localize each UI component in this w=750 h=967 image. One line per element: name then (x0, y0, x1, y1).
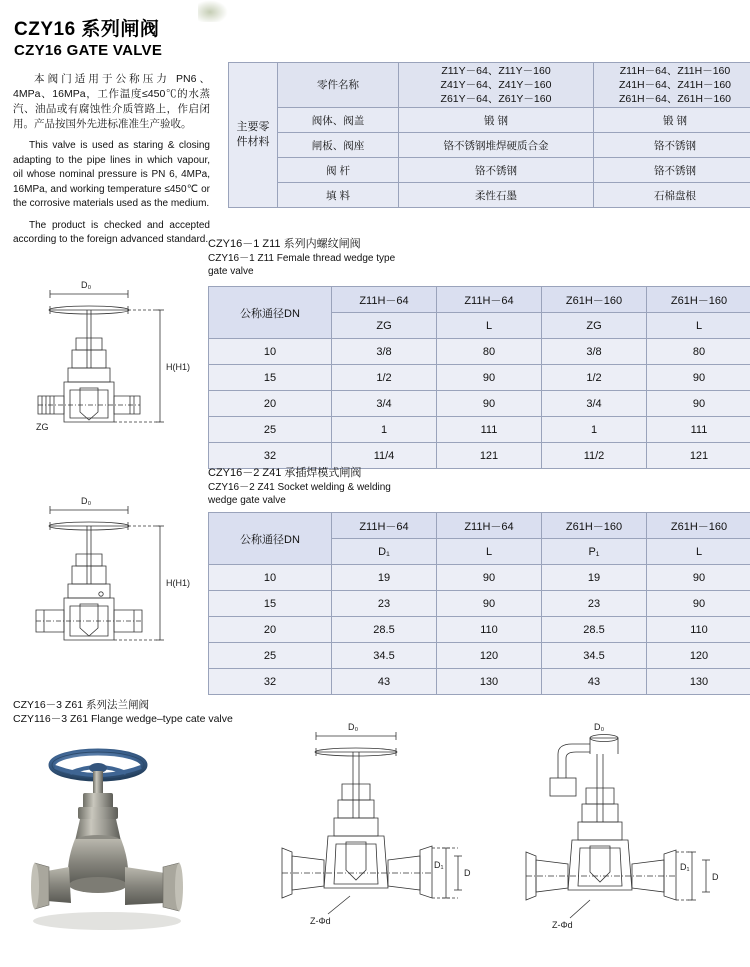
dim-label-bolt: Z-Φd (310, 916, 331, 926)
table-row (229, 133, 750, 158)
model-header: Z61H－160 (542, 513, 647, 539)
group1-line3: Z61Y－64、Z61Y－160 (440, 93, 552, 105)
materials-row-label-text: 主要零件材料 (236, 121, 270, 148)
dim-label-height: H(H1) (166, 578, 190, 588)
material-value-group1: 铬不锈钢堆焊硬质合金 (399, 133, 594, 158)
material-part-name: 阀体、阀盖 (278, 108, 399, 133)
cell-value: 80 (437, 339, 542, 365)
section1-caption-en-1: CZY16－1 Z11 Female thread wedge type (208, 252, 396, 264)
table-row (229, 183, 750, 208)
dim-label-d0: D₀ (81, 496, 92, 506)
cell-value: 110 (647, 617, 750, 643)
valve-drawing-svg-4 (498, 718, 738, 958)
sub-header: P₁ (542, 539, 647, 565)
cell-value: 130 (437, 669, 542, 695)
cell-value: 121 (437, 443, 542, 469)
section1-caption-cn: CZY16－1 Z11 系列内螺纹闸阀 (208, 238, 361, 250)
cell-dn: 32 (209, 669, 332, 695)
sub-header: L (647, 313, 750, 339)
cell-value: 11/2 (542, 443, 647, 469)
intro-paragraph-en-2: The product is checked and accepted according to the foreign advanced standard. (13, 219, 210, 245)
cell-value: 28.5 (332, 617, 437, 643)
drawing-socket-weld-valve (8, 488, 198, 693)
material-part-name: 闸板、阀座 (278, 133, 399, 158)
dim-label-d0: D₀ (348, 722, 359, 732)
cell-value: 34.5 (332, 643, 437, 669)
cell-value: 19 (332, 565, 437, 591)
sub-header: ZG (542, 313, 647, 339)
sub-header: L (437, 539, 542, 565)
sub-header: L (647, 539, 750, 565)
cell-dn: 15 (209, 591, 332, 617)
cell-value: 111 (647, 417, 750, 443)
cell-value: 3/4 (542, 391, 647, 417)
valve-drawing-svg-1 (8, 272, 198, 472)
cell-value: 28.5 (542, 617, 647, 643)
table-row (209, 365, 750, 391)
cell-dn: 20 (209, 617, 332, 643)
cell-dn: 20 (209, 391, 332, 417)
page-title-en: CZY16 GATE VALVE (14, 42, 163, 59)
materials-row-label (229, 63, 278, 208)
dim-label-bolt: Z-Φd (552, 920, 573, 930)
cell-value: 23 (332, 591, 437, 617)
valve-photo-svg (25, 735, 210, 945)
cell-value: 90 (647, 365, 750, 391)
dn-header: 公称通径DN (209, 513, 332, 565)
cell-value: 110 (437, 617, 542, 643)
material-value-group1: 锻 钢 (399, 108, 594, 133)
materials-col-group1 (399, 63, 594, 108)
section1-caption-en-2: gate valve (208, 266, 254, 277)
cell-value: 1 (332, 417, 437, 443)
materials-col-group2 (594, 63, 750, 108)
cell-value: 1/2 (542, 365, 647, 391)
section2-caption (208, 467, 391, 508)
drawing-flange-valve-side (498, 718, 738, 963)
cell-value: 1/2 (332, 365, 437, 391)
valve-drawing-svg-3 (268, 718, 478, 958)
cell-value: 121 (647, 443, 750, 469)
group1-line2: Z41Y－64、Z41Y－160 (440, 79, 552, 91)
valve-drawing-svg-2 (8, 488, 198, 688)
cell-dn: 25 (209, 643, 332, 669)
group1-line1: Z11Y－64、Z11Y－160 (441, 65, 551, 77)
cell-dn: 10 (209, 565, 332, 591)
table-row (209, 417, 750, 443)
model-header: Z61H－160 (647, 287, 750, 313)
cell-value: 43 (542, 669, 647, 695)
cell-value: 130 (647, 669, 750, 695)
table-row-header (209, 287, 750, 313)
group2-line3: Z61H－64、Z61H－160 (618, 93, 732, 105)
table-row (229, 108, 750, 133)
dim-label-zg: ZG (36, 422, 49, 432)
page-title-cn: CZY16 系列闸阀 (14, 19, 160, 40)
group2-line2: Z41H－64、Z41H－160 (618, 79, 732, 91)
cell-value: 90 (437, 391, 542, 417)
page-smudge (198, 0, 228, 22)
group2-line1: Z11H－64、Z11H－160 (619, 65, 731, 77)
material-value-group2: 铬不锈钢 (594, 158, 750, 183)
cell-value: 80 (647, 339, 750, 365)
table-row (209, 565, 750, 591)
section2-caption-en-1: CZY16－2 Z41 Socket welding & welding (208, 481, 391, 493)
cell-dn: 15 (209, 365, 332, 391)
cell-value: 90 (647, 565, 750, 591)
section3-caption (13, 698, 233, 726)
intro-text-block (13, 72, 210, 255)
dim-label-d1: D₁ (680, 862, 690, 872)
cell-value: 90 (437, 591, 542, 617)
model-header: Z11H－64 (437, 513, 542, 539)
dim-label-d: D (464, 868, 471, 878)
valve-photo (25, 735, 210, 950)
sub-header: D₁ (332, 539, 437, 565)
cell-value: 90 (437, 365, 542, 391)
cell-value: 90 (437, 565, 542, 591)
material-value-group1: 铬不锈钢 (399, 158, 594, 183)
dn-header: 公称通径DN (209, 287, 332, 339)
table-row (209, 669, 750, 695)
table-row (209, 591, 750, 617)
material-value-group2: 石棉盘根 (594, 183, 750, 208)
cell-value: 11/4 (332, 443, 437, 469)
table-row (209, 643, 750, 669)
section2-table (208, 512, 750, 695)
section2-caption-cn: CZY16－2 Z41 承插焊模式闸阀 (208, 467, 362, 479)
dim-label-d1: D₁ (434, 860, 444, 870)
section1-caption (208, 238, 395, 279)
dim-label-height: H(H1) (166, 362, 190, 372)
cell-value: 23 (542, 591, 647, 617)
intro-paragraph-en-1: This valve is used as staring & closing adapting to the pipe lines in which vapour, oil whose nominal pressure is PN 6, 4MPa, 16MPa, and working temperature ≤450℃ or the corrosive materials used as the medium. (13, 140, 210, 209)
model-header: Z61H－160 (542, 287, 647, 313)
cell-value: 43 (332, 669, 437, 695)
materials-col-part: 零件名称 (278, 63, 399, 108)
cell-dn: 25 (209, 417, 332, 443)
table-row (209, 443, 750, 469)
drawing-flange-valve-front (268, 718, 478, 963)
model-header: Z11H－64 (332, 513, 437, 539)
cell-value: 120 (437, 643, 542, 669)
dim-label-d0: D₀ (81, 280, 92, 290)
table-row (209, 339, 750, 365)
cell-value: 3/8 (542, 339, 647, 365)
dim-label-d: D (712, 872, 719, 882)
sub-header: L (437, 313, 542, 339)
section3-caption-cn: CZY16－3 Z61 系列法兰闸阀 (13, 699, 149, 711)
table-row (229, 158, 750, 183)
model-header: Z11H－64 (332, 287, 437, 313)
cell-dn: 10 (209, 339, 332, 365)
materials-table (228, 62, 750, 208)
material-value-group2: 铬不锈钢 (594, 133, 750, 158)
section2-caption-en-2: wedge gate valve (208, 495, 286, 506)
intro-paragraph-cn: 本阀门适用于公称压力 PN6、4MPa、16MPa，工作温度≤450℃的水蒸汽、油品或有腐蚀性介质管路上，作启闭用。产品按国外先进标准准生产验收。 (13, 73, 210, 130)
cell-value: 111 (437, 417, 542, 443)
cell-value: 3/8 (332, 339, 437, 365)
table-row (209, 617, 750, 643)
table-row-header (229, 63, 750, 108)
dim-label-d0: D₀ (594, 722, 605, 732)
drawing-threaded-valve (8, 272, 198, 477)
material-part-name: 阀 杆 (278, 158, 399, 183)
material-value-group1: 柔性石墨 (399, 183, 594, 208)
material-part-name: 填 料 (278, 183, 399, 208)
section3-caption-en: CZY116－3 Z61 Flange wedge–type cate valve (13, 713, 233, 725)
cell-value: 90 (647, 591, 750, 617)
material-value-group2: 锻 钢 (594, 108, 750, 133)
cell-value: 1 (542, 417, 647, 443)
cell-value: 90 (647, 391, 750, 417)
cell-value: 3/4 (332, 391, 437, 417)
section1-table (208, 286, 750, 469)
model-header: Z11H－64 (437, 287, 542, 313)
model-header: Z61H－160 (647, 513, 750, 539)
table-row-header (209, 513, 750, 539)
cell-value: 34.5 (542, 643, 647, 669)
cell-value: 19 (542, 565, 647, 591)
table-row (209, 391, 750, 417)
sub-header: ZG (332, 313, 437, 339)
cell-dn: 32 (209, 443, 332, 469)
cell-value: 120 (647, 643, 750, 669)
